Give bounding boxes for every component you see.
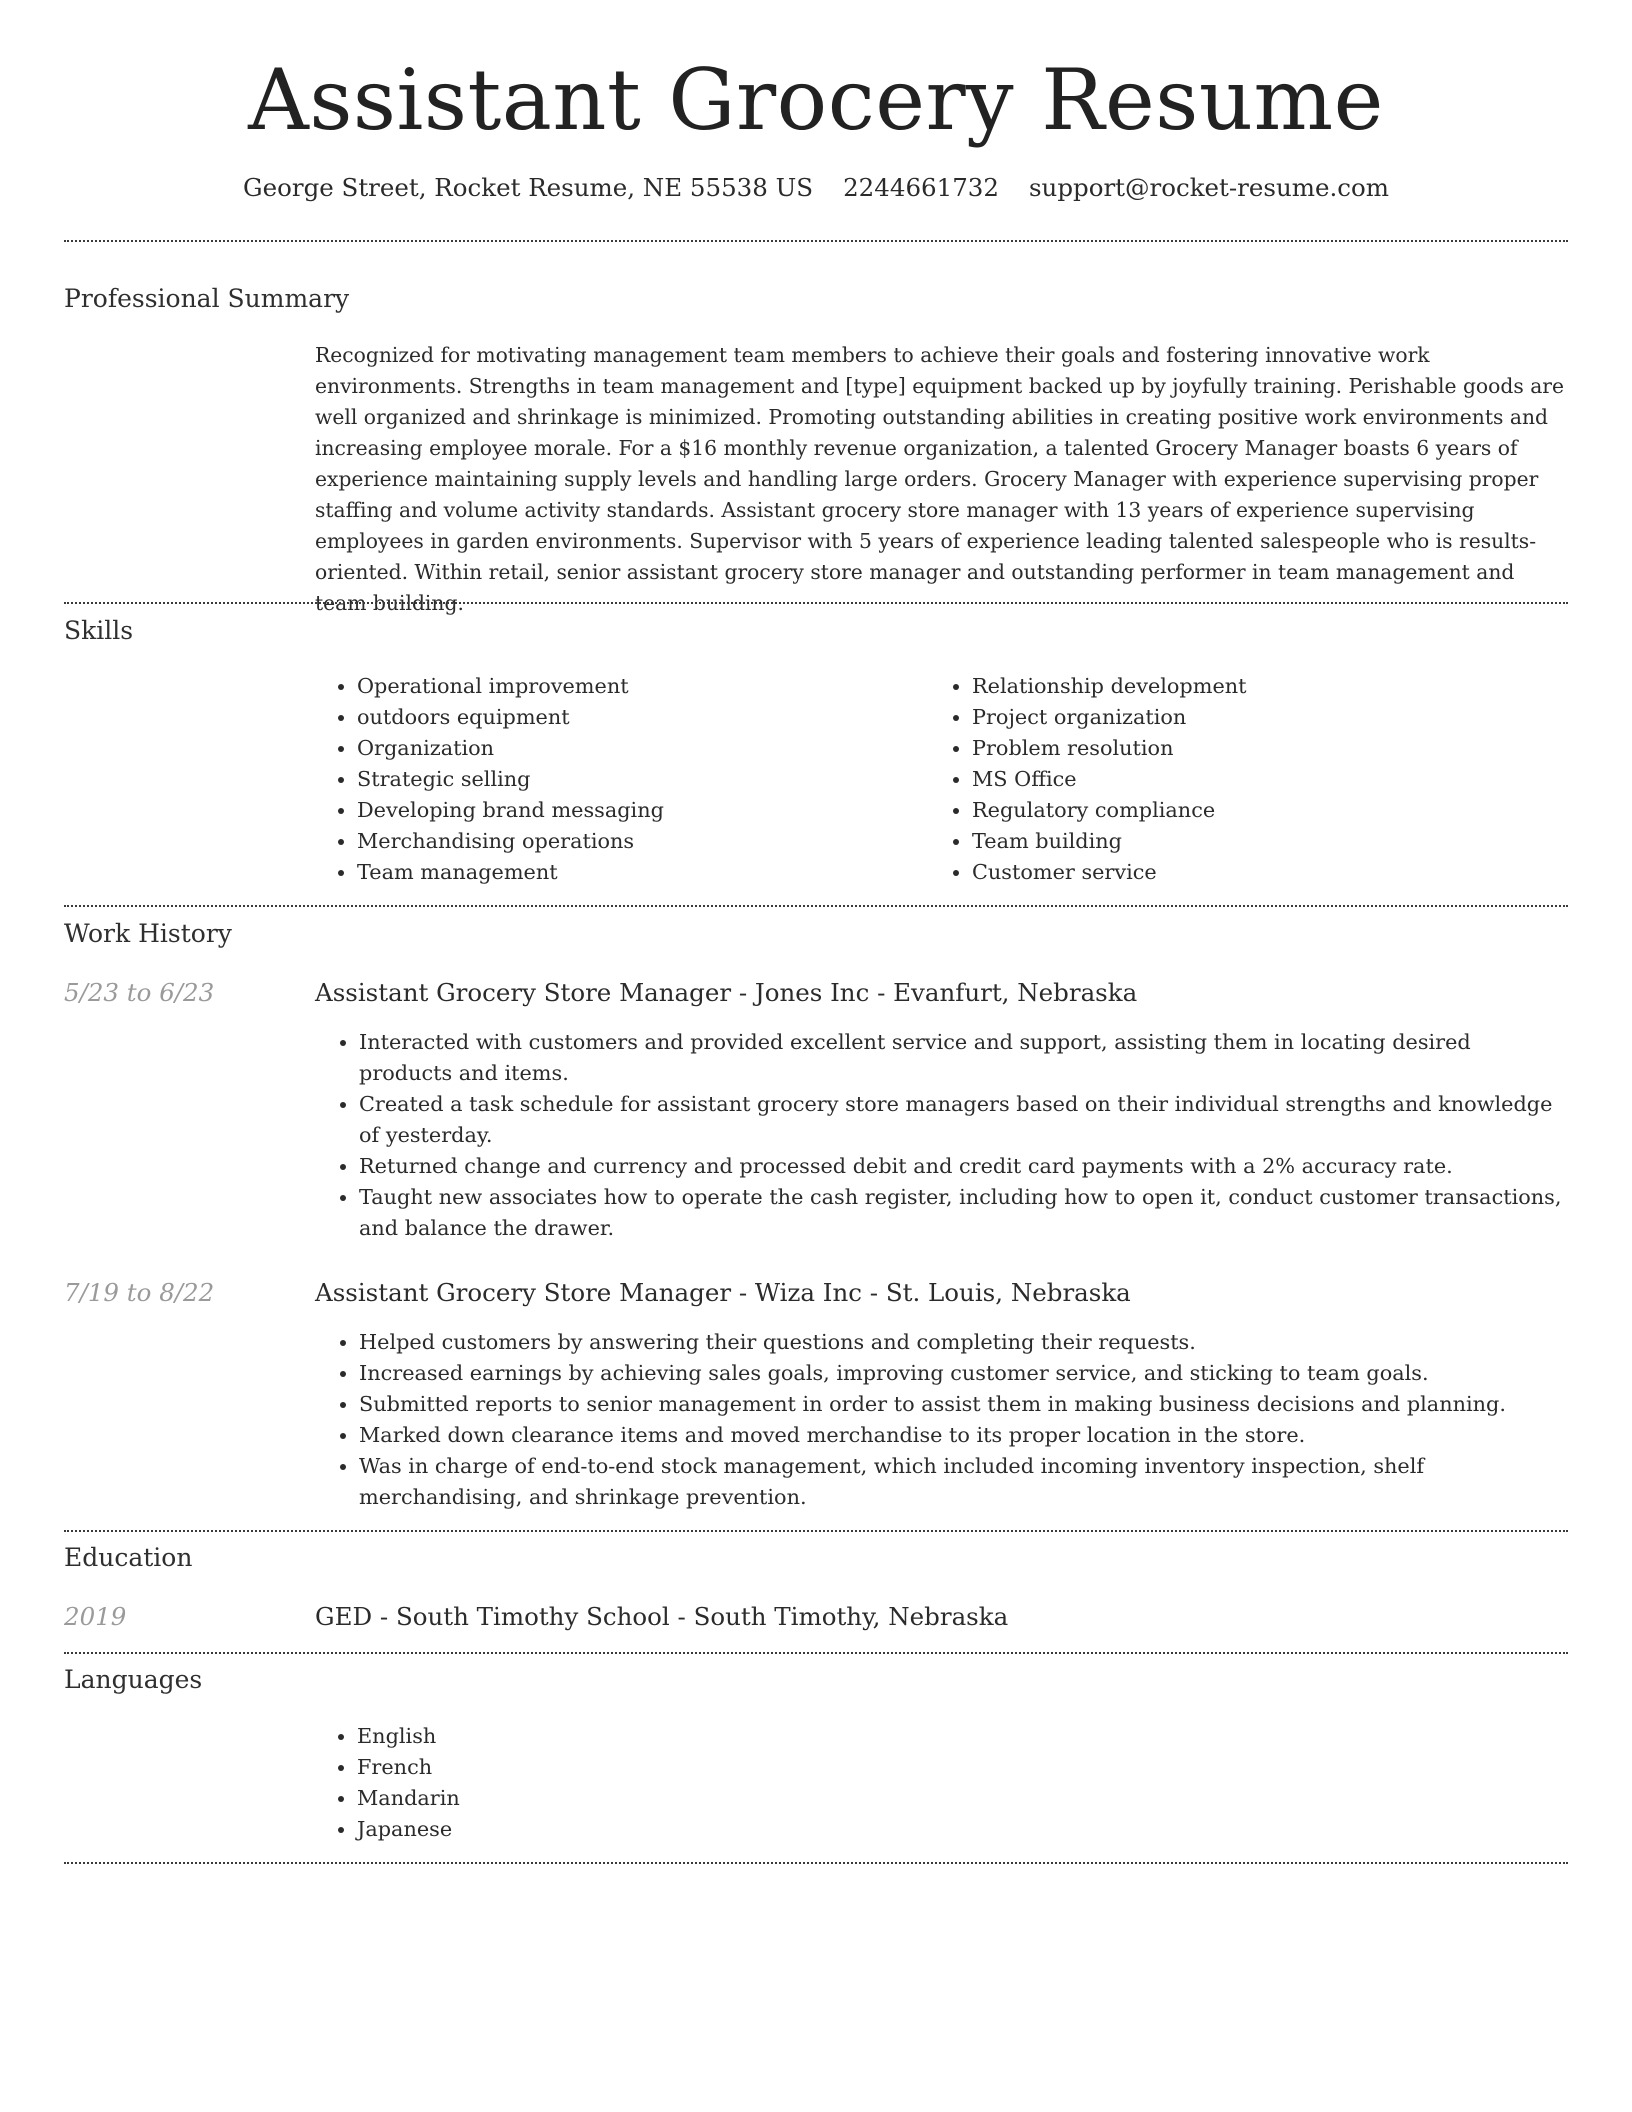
list-item: • French (357, 1752, 957, 1783)
education-year: 2019 (64, 1602, 127, 1631)
list-item: • Was in charge of end-to-end stock management, which included incoming inventory inspection, shelf merchandising, and shrinkage prevention. (359, 1451, 1570, 1513)
list-item: • Relationship development (972, 671, 1572, 702)
list-item: • Created a task schedule for assistant grocery store managers based on their individual strengths and knowledge of yesterday. (359, 1089, 1570, 1151)
list-item: • Developing brand messaging (357, 795, 917, 826)
section-divider (64, 1530, 1568, 1532)
summary-heading: Professional Summary (64, 284, 350, 313)
section-divider (64, 905, 1568, 907)
section-divider (64, 1862, 1568, 1864)
job-heading: Assistant Grocery Store Manager - Wiza Inc - St. Louis, Nebraska (315, 1278, 1131, 1307)
list-item: • Increased earnings by achieving sales goals, improving customer service, and sticking to team goals. (359, 1358, 1570, 1389)
list-item: • Marked down clearance items and moved merchandise to its proper location in the store. (359, 1420, 1570, 1451)
section-divider (64, 240, 1568, 242)
list-item: • Problem resolution (972, 733, 1572, 764)
languages-list (313, 1721, 957, 1845)
list-item: • MS Office (972, 764, 1572, 795)
skills-list-right (928, 671, 1572, 888)
contact-address: George Street, Rocket Resume, NE 55538 US (243, 173, 814, 202)
section-divider (64, 602, 1568, 604)
contact-email: support@rocket-resume.com (1028, 173, 1389, 202)
list-item: • Customer service (972, 857, 1572, 888)
work-heading: Work History (64, 919, 232, 948)
job-heading: Assistant Grocery Store Manager - Jones Inc - Evanfurt, Nebraska (315, 978, 1138, 1007)
list-item: • Submitted reports to senior management in order to assist them in making business decisions and planning. (359, 1389, 1570, 1420)
job-dates: 7/19 to 8/22 (64, 1278, 215, 1307)
section-divider (64, 1652, 1568, 1654)
list-item: • Interacted with customers and provided excellent service and support, assisting them in locating desired products and items. (359, 1027, 1570, 1089)
skills-heading: Skills (64, 616, 134, 645)
list-item: • outdoors equipment (357, 702, 917, 733)
education-entry: GED - South Timothy School - South Timothy, Nebraska (315, 1602, 1009, 1631)
list-item: • Team management (357, 857, 917, 888)
skills-list-left (313, 671, 917, 888)
job-bullets (315, 1327, 1570, 1513)
list-item: • Taught new associates how to operate the cash register, including how to open it, conduct customer transactions, and balance the drawer. (359, 1182, 1570, 1244)
job-bullets (315, 1027, 1570, 1244)
summary-text: Recognized for motivating management team members to achieve their goals and fostering innovative work environments. Strengths in team management and [type] equipment backed up by joyfully training. Perishable goods are well organized and shrinkage is minimized. Promoting outstanding abilities in creating positive work environments and increasing employee morale. For a $16 monthly revenue organization, a talented Grocery Manager boasts 6 years of experience maintaining supply levels and handling large orders. Grocery Manager with experience supervising proper staffing and volume activity standards. Assistant grocery store manager with 13 years of experience supervising employees in garden environments. Supervisor with 5 years of experience leading talented salespeople who is results-oriented. Within retail, senior assistant grocery store manager and outstanding performer in team management and team building. (315, 343, 1564, 615)
education-heading: Education (64, 1543, 193, 1572)
contact-line (0, 171, 1632, 205)
contact-phone: 2244661732 (843, 173, 999, 202)
list-item: • Project organization (972, 702, 1572, 733)
list-item: • Merchandising operations (357, 826, 917, 857)
list-item: • Helped customers by answering their questions and completing their requests. (359, 1327, 1570, 1358)
job-dates: 5/23 to 6/23 (64, 978, 215, 1007)
list-item: • English (357, 1721, 957, 1752)
languages-heading: Languages (64, 1665, 203, 1694)
list-item: • Strategic selling (357, 764, 917, 795)
list-item: • Japanese (357, 1814, 957, 1845)
list-item: • Team building (972, 826, 1572, 857)
list-item: • Regulatory compliance (972, 795, 1572, 826)
resume-title: Assistant Grocery Resume (248, 51, 1384, 149)
list-item: • Operational improvement (357, 671, 917, 702)
list-item: • Organization (357, 733, 917, 764)
list-item: • Returned change and currency and processed debit and credit card payments with a 2% accuracy rate. (359, 1151, 1570, 1182)
list-item: • Mandarin (357, 1783, 957, 1814)
